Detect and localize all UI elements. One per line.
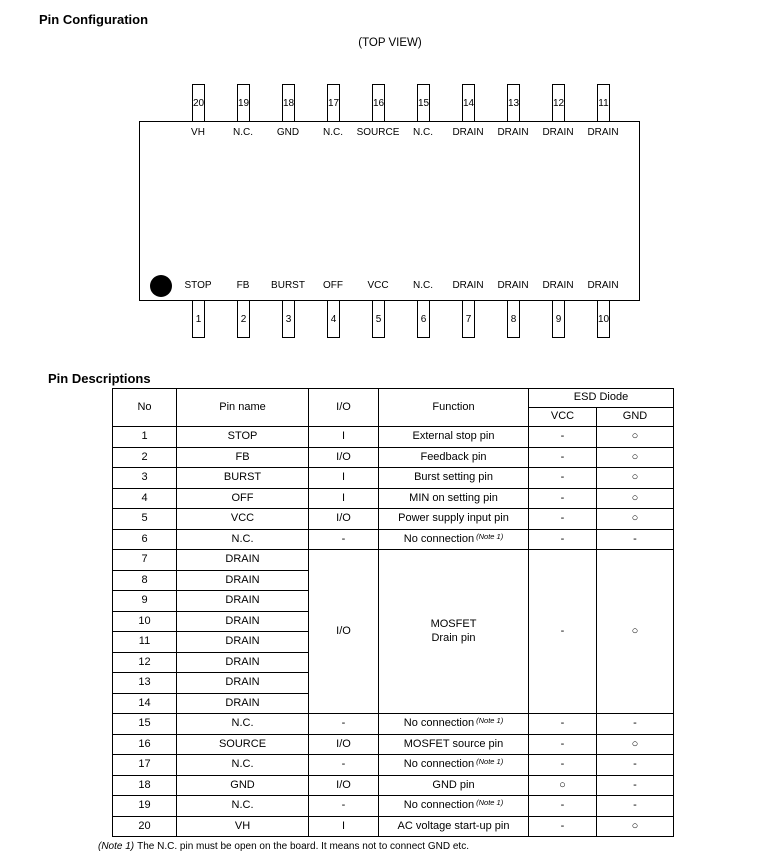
cell-esd-vcc: - [529, 796, 597, 817]
function-text: No connection [403, 717, 475, 730]
cell-pin-name: DRAIN [177, 693, 309, 714]
pin-9-label: DRAIN [542, 280, 574, 291]
cell-no: 13 [113, 673, 177, 694]
pin-7-label: DRAIN [452, 280, 484, 291]
note-1-footnote [98, 841, 469, 852]
pin-10-box [597, 300, 610, 338]
cell-no: 11 [113, 632, 177, 653]
pin-2-number: 2 [240, 313, 247, 325]
cell-esd-vcc: - [529, 447, 597, 468]
col-header-gnd: GND [597, 408, 674, 427]
cell-no: 15 [113, 714, 177, 735]
cell-pin-name: SOURCE [177, 734, 309, 755]
cell-esd-gnd: - [597, 714, 674, 735]
cell-no: 7 [113, 550, 177, 571]
function-line-1: MOSFET [430, 618, 477, 631]
col-header-io: I/O [309, 389, 379, 427]
cell-function: GND pin [379, 775, 529, 796]
cell-no: 19 [113, 796, 177, 817]
cell-pin-name: DRAIN [177, 570, 309, 591]
cell-io-drain-group: I/O [309, 550, 379, 714]
cell-esd-gnd: ○ [597, 734, 674, 755]
cell-pin-name: N.C. [177, 796, 309, 817]
cell-pin-name: BURST [177, 468, 309, 489]
function-line-2: Drain pin [431, 631, 476, 644]
cell-function [379, 755, 529, 776]
pin-12-box [552, 84, 565, 122]
pin-16-label: SOURCE [356, 127, 400, 138]
cell-esd-gnd: ○ [597, 468, 674, 489]
pin-19-box [237, 84, 250, 122]
col-header-no: No [113, 389, 177, 427]
cell-esd-vcc: - [529, 509, 597, 530]
cell-no: 20 [113, 816, 177, 837]
pin-row-7 [113, 550, 674, 571]
note-1-reference: (Note 1) [476, 798, 504, 808]
pin-6-number: 6 [420, 313, 427, 325]
cell-pin-name: STOP [177, 427, 309, 448]
pin-13-label: DRAIN [497, 127, 529, 138]
col-header-pin-name: Pin name [177, 389, 309, 427]
cell-esd-vcc: - [529, 734, 597, 755]
pin-row-20 [113, 816, 674, 837]
pin-4-label: OFF [323, 280, 343, 291]
pin-19-number: 19 [237, 97, 250, 109]
cell-pin-name: DRAIN [177, 652, 309, 673]
pin-8-box [507, 300, 520, 338]
pin-14-label: DRAIN [452, 127, 484, 138]
cell-pin-name: FB [177, 447, 309, 468]
pin-descriptions-table [112, 388, 674, 837]
pin-14-box [462, 84, 475, 122]
cell-esd-vcc: - [529, 468, 597, 489]
note-1-text: The N.C. pin must be open on the board. It means not to connect GND etc. [137, 841, 469, 852]
pin-15-label: N.C. [413, 127, 433, 138]
pin-13-number: 13 [507, 97, 520, 109]
pin-row-4 [113, 488, 674, 509]
col-header-function: Function [379, 389, 529, 427]
pin-row-17 [113, 755, 674, 776]
pin-5-box [372, 300, 385, 338]
cell-function: Feedback pin [379, 447, 529, 468]
cell-io: I [309, 816, 379, 837]
pin-16-box [372, 84, 385, 122]
function-text: No connection [403, 758, 475, 771]
pin-4-number: 4 [330, 313, 337, 325]
header-row-1 [113, 389, 674, 408]
cell-io: - [309, 714, 379, 735]
pin-descriptions-heading: Pin Descriptions [48, 371, 151, 386]
cell-io: - [309, 796, 379, 817]
cell-esd-gnd: - [597, 775, 674, 796]
cell-no: 3 [113, 468, 177, 489]
pin-row-6 [113, 529, 674, 550]
cell-io: I [309, 488, 379, 509]
note-1-label: (Note 1) [98, 841, 135, 852]
pin-20-number: 20 [192, 97, 205, 109]
cell-esd-vcc: - [529, 529, 597, 550]
cell-no: 6 [113, 529, 177, 550]
cell-pin-name: DRAIN [177, 611, 309, 632]
col-header-vcc: VCC [529, 408, 597, 427]
pin-7-number: 7 [465, 313, 472, 325]
cell-function [379, 796, 529, 817]
pin-10-label: DRAIN [587, 280, 619, 291]
pin-15-number: 15 [417, 97, 430, 109]
cell-no: 8 [113, 570, 177, 591]
cell-esd-vcc: - [529, 427, 597, 448]
pin-row-2 [113, 447, 674, 468]
pin-3-number: 3 [285, 313, 292, 325]
note-1-reference: (Note 1) [476, 716, 504, 726]
cell-no: 4 [113, 488, 177, 509]
cell-function: MOSFET source pin [379, 734, 529, 755]
cell-esd-gnd: - [597, 796, 674, 817]
cell-io: I [309, 427, 379, 448]
cell-io: - [309, 529, 379, 550]
pin-11-box [597, 84, 610, 122]
cell-no: 14 [113, 693, 177, 714]
cell-pin-name: DRAIN [177, 591, 309, 612]
pin-18-label: GND [276, 127, 300, 138]
pin-8-number: 8 [510, 313, 517, 325]
cell-esd-gnd: - [597, 529, 674, 550]
cell-pin-name: DRAIN [177, 673, 309, 694]
pin-5-label: VCC [367, 280, 389, 291]
pin-3-label: BURST [271, 280, 305, 291]
pin-2-box [237, 300, 250, 338]
cell-function-drain-group [379, 550, 529, 714]
cell-pin-name: DRAIN [177, 632, 309, 653]
pin-18-box [282, 84, 295, 122]
pin-7-box [462, 300, 475, 338]
note-1-reference: (Note 1) [476, 531, 504, 541]
cell-no: 16 [113, 734, 177, 755]
cell-io: I [309, 468, 379, 489]
pin-18-number: 18 [282, 97, 295, 109]
ic-body-outline [139, 121, 640, 301]
pin-row-16 [113, 734, 674, 755]
cell-io: I/O [309, 775, 379, 796]
pin-20-label: VH [191, 127, 205, 138]
cell-no: 9 [113, 591, 177, 612]
cell-function: AC voltage start-up pin [379, 816, 529, 837]
pin-17-number: 17 [327, 97, 340, 109]
cell-io: I/O [309, 447, 379, 468]
cell-esd-gnd: - [597, 755, 674, 776]
pin-1-label: STOP [184, 280, 212, 291]
cell-pin-name: N.C. [177, 529, 309, 550]
cell-pin-name: VCC [177, 509, 309, 530]
cell-pin-name: VH [177, 816, 309, 837]
cell-function: MIN on setting pin [379, 488, 529, 509]
pin-5-number: 5 [375, 313, 382, 325]
cell-esd-vcc: ○ [529, 775, 597, 796]
cell-io: - [309, 755, 379, 776]
cell-pin-name: GND [177, 775, 309, 796]
cell-esd-gnd-drain-group: ○ [597, 550, 674, 714]
pin-row-5 [113, 509, 674, 530]
cell-function: Power supply input pin [379, 509, 529, 530]
note-1-reference: (Note 1) [476, 757, 504, 767]
pin-6-box [417, 300, 430, 338]
cell-esd-vcc: - [529, 488, 597, 509]
cell-esd-gnd: ○ [597, 509, 674, 530]
cell-no: 1 [113, 427, 177, 448]
pin-6-label: N.C. [413, 280, 433, 291]
pin-19-label: N.C. [233, 127, 253, 138]
cell-esd-vcc: - [529, 816, 597, 837]
pin-row-18 [113, 775, 674, 796]
pin-17-box [327, 84, 340, 122]
cell-no: 5 [113, 509, 177, 530]
cell-esd-gnd: ○ [597, 447, 674, 468]
pin-16-number: 16 [372, 97, 385, 109]
cell-function [379, 529, 529, 550]
pin-3-box [282, 300, 295, 338]
cell-esd-vcc: - [529, 755, 597, 776]
cell-no: 2 [113, 447, 177, 468]
cell-io: I/O [309, 509, 379, 530]
cell-no: 12 [113, 652, 177, 673]
pin-2-label: FB [236, 280, 250, 291]
pin-configuration-heading: Pin Configuration [39, 12, 149, 27]
pin-12-number: 12 [552, 97, 565, 109]
pin-1-number: 1 [195, 313, 202, 325]
pin-row-15 [113, 714, 674, 735]
pin-4-box [327, 300, 340, 338]
cell-esd-vcc: - [529, 714, 597, 735]
cell-esd-gnd: ○ [597, 816, 674, 837]
cell-pin-name: N.C. [177, 714, 309, 735]
pin-row-19 [113, 796, 674, 817]
pin-17-label: N.C. [323, 127, 343, 138]
cell-function [379, 714, 529, 735]
pin-9-number: 9 [555, 313, 562, 325]
cell-esd-gnd: ○ [597, 427, 674, 448]
pin-1-box [192, 300, 205, 338]
pin-row-3 [113, 468, 674, 489]
function-text: No connection [403, 532, 475, 545]
pin-row-1 [113, 427, 674, 448]
pin-13-box [507, 84, 520, 122]
pin-10-number: 10 [597, 313, 610, 325]
pin-11-label: DRAIN [587, 127, 619, 138]
cell-function: Burst setting pin [379, 468, 529, 489]
function-text: No connection [403, 799, 475, 812]
cell-no: 10 [113, 611, 177, 632]
cell-no: 18 [113, 775, 177, 796]
top-view-label: (TOP VIEW) [358, 37, 422, 49]
pin-11-number: 11 [598, 97, 609, 109]
cell-esd-vcc-drain-group: - [529, 550, 597, 714]
pin-8-label: DRAIN [497, 280, 529, 291]
pin-20-box [192, 84, 205, 122]
cell-no: 17 [113, 755, 177, 776]
cell-io: I/O [309, 734, 379, 755]
cell-pin-name: N.C. [177, 755, 309, 776]
pin-14-number: 14 [462, 97, 475, 109]
pin-9-box [552, 300, 565, 338]
col-header-esd-diode: ESD Diode [529, 389, 674, 408]
cell-pin-name: OFF [177, 488, 309, 509]
pin-12-label: DRAIN [542, 127, 574, 138]
cell-pin-name: DRAIN [177, 550, 309, 571]
pin-15-box [417, 84, 430, 122]
cell-function: External stop pin [379, 427, 529, 448]
cell-esd-gnd: ○ [597, 488, 674, 509]
